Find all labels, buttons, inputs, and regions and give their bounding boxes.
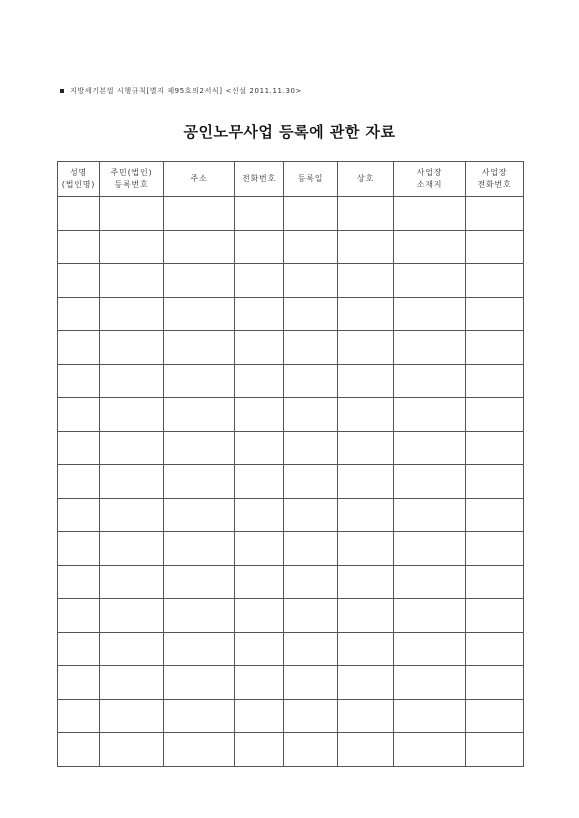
table-cell-address[interactable] <box>164 197 235 231</box>
table-cell-reg-date[interactable] <box>284 465 338 499</box>
table-cell-business-location[interactable] <box>394 632 466 666</box>
table-cell-address[interactable] <box>164 431 235 465</box>
table-cell-name[interactable] <box>58 331 100 365</box>
table-row <box>58 264 524 298</box>
form-reference-note <box>60 86 302 96</box>
table-row <box>58 565 524 599</box>
table-cell-phone[interactable] <box>235 331 284 365</box>
table-cell-trade-name[interactable] <box>338 197 394 231</box>
table-cell-reg-date[interactable] <box>284 733 338 767</box>
table-header-row <box>58 162 524 197</box>
table-cell-reg-no[interactable] <box>100 264 164 298</box>
table-cell-business-phone[interactable] <box>466 599 524 633</box>
table-cell-phone[interactable] <box>235 498 284 532</box>
table-cell-reg-date[interactable] <box>284 264 338 298</box>
table-cell-phone[interactable] <box>235 398 284 432</box>
table-cell-address[interactable] <box>164 364 235 398</box>
table-cell-business-location[interactable] <box>394 699 466 733</box>
table-row <box>58 733 524 767</box>
table-cell-business-phone[interactable] <box>466 632 524 666</box>
table-cell-address[interactable] <box>164 331 235 365</box>
table-cell-business-location[interactable] <box>394 331 466 365</box>
table-cell-phone[interactable] <box>235 465 284 499</box>
table-cell-business-location[interactable] <box>394 666 466 700</box>
table-row <box>58 297 524 331</box>
table-row <box>58 532 524 566</box>
table-cell-reg-date[interactable] <box>284 565 338 599</box>
table-cell-phone[interactable] <box>235 599 284 633</box>
column-header-reg-date <box>284 162 338 197</box>
table-cell-trade-name[interactable] <box>338 699 394 733</box>
table-cell-business-phone[interactable] <box>466 699 524 733</box>
table-cell-business-phone[interactable] <box>466 331 524 365</box>
column-header-trade-name <box>338 162 394 197</box>
table-cell-reg-date[interactable] <box>284 398 338 432</box>
table-cell-business-location[interactable] <box>394 364 466 398</box>
table-cell-business-phone[interactable] <box>466 297 524 331</box>
column-header-label: 전화번호 <box>477 180 512 189</box>
table-cell-reg-date[interactable] <box>284 364 338 398</box>
table-cell-business-location[interactable] <box>394 264 466 298</box>
table-cell-name[interactable] <box>58 264 100 298</box>
table-cell-reg-no[interactable] <box>100 431 164 465</box>
column-header-phone <box>235 162 284 197</box>
table-cell-phone[interactable] <box>235 699 284 733</box>
table-cell-reg-no[interactable] <box>100 331 164 365</box>
column-header-label: 사업장 <box>481 168 508 177</box>
table-cell-business-location[interactable] <box>394 532 466 566</box>
table-cell-business-phone[interactable] <box>466 733 524 767</box>
registration-table <box>57 161 524 767</box>
column-header-label: 주소 <box>190 174 208 183</box>
table-cell-reg-date[interactable] <box>284 230 338 264</box>
table-row <box>58 465 524 499</box>
column-header-reg-no <box>100 162 164 197</box>
table-cell-phone[interactable] <box>235 264 284 298</box>
table-cell-business-phone[interactable] <box>466 666 524 700</box>
table-cell-trade-name[interactable] <box>338 364 394 398</box>
table-cell-reg-no[interactable] <box>100 364 164 398</box>
table-cell-business-phone[interactable] <box>466 465 524 499</box>
table-cell-name[interactable] <box>58 364 100 398</box>
table-cell-phone[interactable] <box>235 364 284 398</box>
table-cell-business-location[interactable] <box>394 498 466 532</box>
table-cell-name[interactable] <box>58 666 100 700</box>
table-cell-reg-date[interactable] <box>284 599 338 633</box>
table-cell-reg-date[interactable] <box>284 498 338 532</box>
column-header-label: 등록일 <box>297 174 324 183</box>
table-cell-phone[interactable] <box>235 297 284 331</box>
table-cell-reg-no[interactable] <box>100 498 164 532</box>
square-bullet-icon <box>60 89 64 93</box>
table-cell-address[interactable] <box>164 565 235 599</box>
table-cell-reg-no[interactable] <box>100 197 164 231</box>
table-cell-trade-name[interactable] <box>338 230 394 264</box>
column-header-label: 상호 <box>356 174 375 183</box>
table-cell-address[interactable] <box>164 666 235 700</box>
table-cell-reg-no[interactable] <box>100 699 164 733</box>
table-cell-business-phone[interactable] <box>466 565 524 599</box>
table-cell-address[interactable] <box>164 599 235 633</box>
table-cell-name[interactable] <box>58 297 100 331</box>
table-cell-name[interactable] <box>58 733 100 767</box>
table-cell-trade-name[interactable] <box>338 264 394 298</box>
table-cell-address[interactable] <box>164 532 235 566</box>
table-cell-address[interactable] <box>164 632 235 666</box>
table-cell-phone[interactable] <box>235 532 284 566</box>
table-body <box>58 197 524 767</box>
table-cell-phone[interactable] <box>235 197 284 231</box>
column-header-label: (법인명) <box>61 180 96 189</box>
table-cell-name[interactable] <box>58 532 100 566</box>
table-cell-phone[interactable] <box>235 632 284 666</box>
table-cell-address[interactable] <box>164 230 235 264</box>
column-header-address <box>164 162 235 197</box>
table-cell-business-phone[interactable] <box>466 197 524 231</box>
table-cell-business-phone[interactable] <box>466 498 524 532</box>
table-cell-name[interactable] <box>58 699 100 733</box>
table-cell-phone[interactable] <box>235 431 284 465</box>
table-cell-reg-date[interactable] <box>284 431 338 465</box>
table-cell-reg-date[interactable] <box>284 297 338 331</box>
table-cell-name[interactable] <box>58 498 100 532</box>
table-cell-trade-name[interactable] <box>338 431 394 465</box>
table-cell-address[interactable] <box>164 733 235 767</box>
table-cell-name[interactable] <box>58 599 100 633</box>
table-cell-business-phone[interactable] <box>466 230 524 264</box>
table-cell-phone[interactable] <box>235 230 284 264</box>
table-cell-name[interactable] <box>58 565 100 599</box>
table-cell-reg-no[interactable] <box>100 632 164 666</box>
table-row <box>58 331 524 365</box>
table-cell-trade-name[interactable] <box>338 498 394 532</box>
table-cell-reg-no[interactable] <box>100 465 164 499</box>
table-cell-name[interactable] <box>58 398 100 432</box>
table-cell-reg-date[interactable] <box>284 699 338 733</box>
table-cell-business-location[interactable] <box>394 297 466 331</box>
column-header-label: 성명 <box>69 168 88 177</box>
table-cell-trade-name[interactable] <box>338 331 394 365</box>
column-header-label: 주민(법인) <box>110 168 153 177</box>
table-cell-business-location[interactable] <box>394 398 466 432</box>
table-cell-business-location[interactable] <box>394 197 466 231</box>
table-cell-address[interactable] <box>164 699 235 733</box>
table-cell-trade-name[interactable] <box>338 733 394 767</box>
table-cell-reg-no[interactable] <box>100 565 164 599</box>
table-cell-reg-no[interactable] <box>100 532 164 566</box>
column-header-name <box>58 162 100 197</box>
table-row <box>58 599 524 633</box>
table-row <box>58 230 524 264</box>
table-cell-reg-no[interactable] <box>100 297 164 331</box>
table-cell-reg-no[interactable] <box>100 599 164 633</box>
table-row <box>58 632 524 666</box>
table-cell-reg-date[interactable] <box>284 632 338 666</box>
table-cell-name[interactable] <box>58 465 100 499</box>
table-cell-name[interactable] <box>58 632 100 666</box>
column-header-label: 사업장 <box>416 168 443 177</box>
table-cell-trade-name[interactable] <box>338 532 394 566</box>
table-cell-phone[interactable] <box>235 565 284 599</box>
table-row <box>58 498 524 532</box>
table-cell-business-location[interactable] <box>394 230 466 264</box>
table-cell-business-location[interactable] <box>394 431 466 465</box>
table-cell-address[interactable] <box>164 498 235 532</box>
table-cell-trade-name[interactable] <box>338 565 394 599</box>
table-cell-business-location[interactable] <box>394 465 466 499</box>
table-cell-reg-no[interactable] <box>100 666 164 700</box>
column-header-label: 소재지 <box>416 180 443 189</box>
table-cell-address[interactable] <box>164 264 235 298</box>
table-row <box>58 364 524 398</box>
table-cell-reg-date[interactable] <box>284 532 338 566</box>
table-cell-business-phone[interactable] <box>466 264 524 298</box>
table-cell-business-location[interactable] <box>394 599 466 633</box>
table-cell-name[interactable] <box>58 197 100 231</box>
table-cell-address[interactable] <box>164 297 235 331</box>
column-header-label: 등록번호 <box>114 180 149 189</box>
table-cell-address[interactable] <box>164 465 235 499</box>
table-row <box>58 431 524 465</box>
table-cell-phone[interactable] <box>235 666 284 700</box>
table-row <box>58 666 524 700</box>
table-cell-reg-date[interactable] <box>284 331 338 365</box>
table-row <box>58 197 524 231</box>
table-cell-name[interactable] <box>58 431 100 465</box>
table-cell-business-location[interactable] <box>394 565 466 599</box>
table-cell-trade-name[interactable] <box>338 297 394 331</box>
table-cell-business-phone[interactable] <box>466 398 524 432</box>
table-cell-reg-no[interactable] <box>100 733 164 767</box>
table-row <box>58 398 524 432</box>
table-cell-reg-date[interactable] <box>284 197 338 231</box>
table-cell-reg-no[interactable] <box>100 398 164 432</box>
table-cell-trade-name[interactable] <box>338 465 394 499</box>
table-cell-trade-name[interactable] <box>338 398 394 432</box>
table-cell-business-location[interactable] <box>394 733 466 767</box>
table-cell-address[interactable] <box>164 398 235 432</box>
table-cell-business-phone[interactable] <box>466 431 524 465</box>
table-cell-business-phone[interactable] <box>466 532 524 566</box>
table-cell-reg-no[interactable] <box>100 230 164 264</box>
column-header-business-location <box>394 162 466 197</box>
table-cell-trade-name[interactable] <box>338 666 394 700</box>
column-header-business-phone <box>466 162 524 197</box>
column-header-label: 전화번호 <box>241 174 277 183</box>
table-cell-trade-name[interactable] <box>338 599 394 633</box>
form-reference-text: 지방세기본법 시행규칙[별지 제95호의2서식] <신설 2011.11.30> <box>70 87 303 95</box>
page-title: 공인노무사업 등록에 관한 자료 <box>183 123 396 141</box>
table-cell-phone[interactable] <box>235 733 284 767</box>
table-row <box>58 699 524 733</box>
table-cell-name[interactable] <box>58 230 100 264</box>
table-cell-reg-date[interactable] <box>284 666 338 700</box>
table-cell-business-phone[interactable] <box>466 364 524 398</box>
table-cell-trade-name[interactable] <box>338 632 394 666</box>
